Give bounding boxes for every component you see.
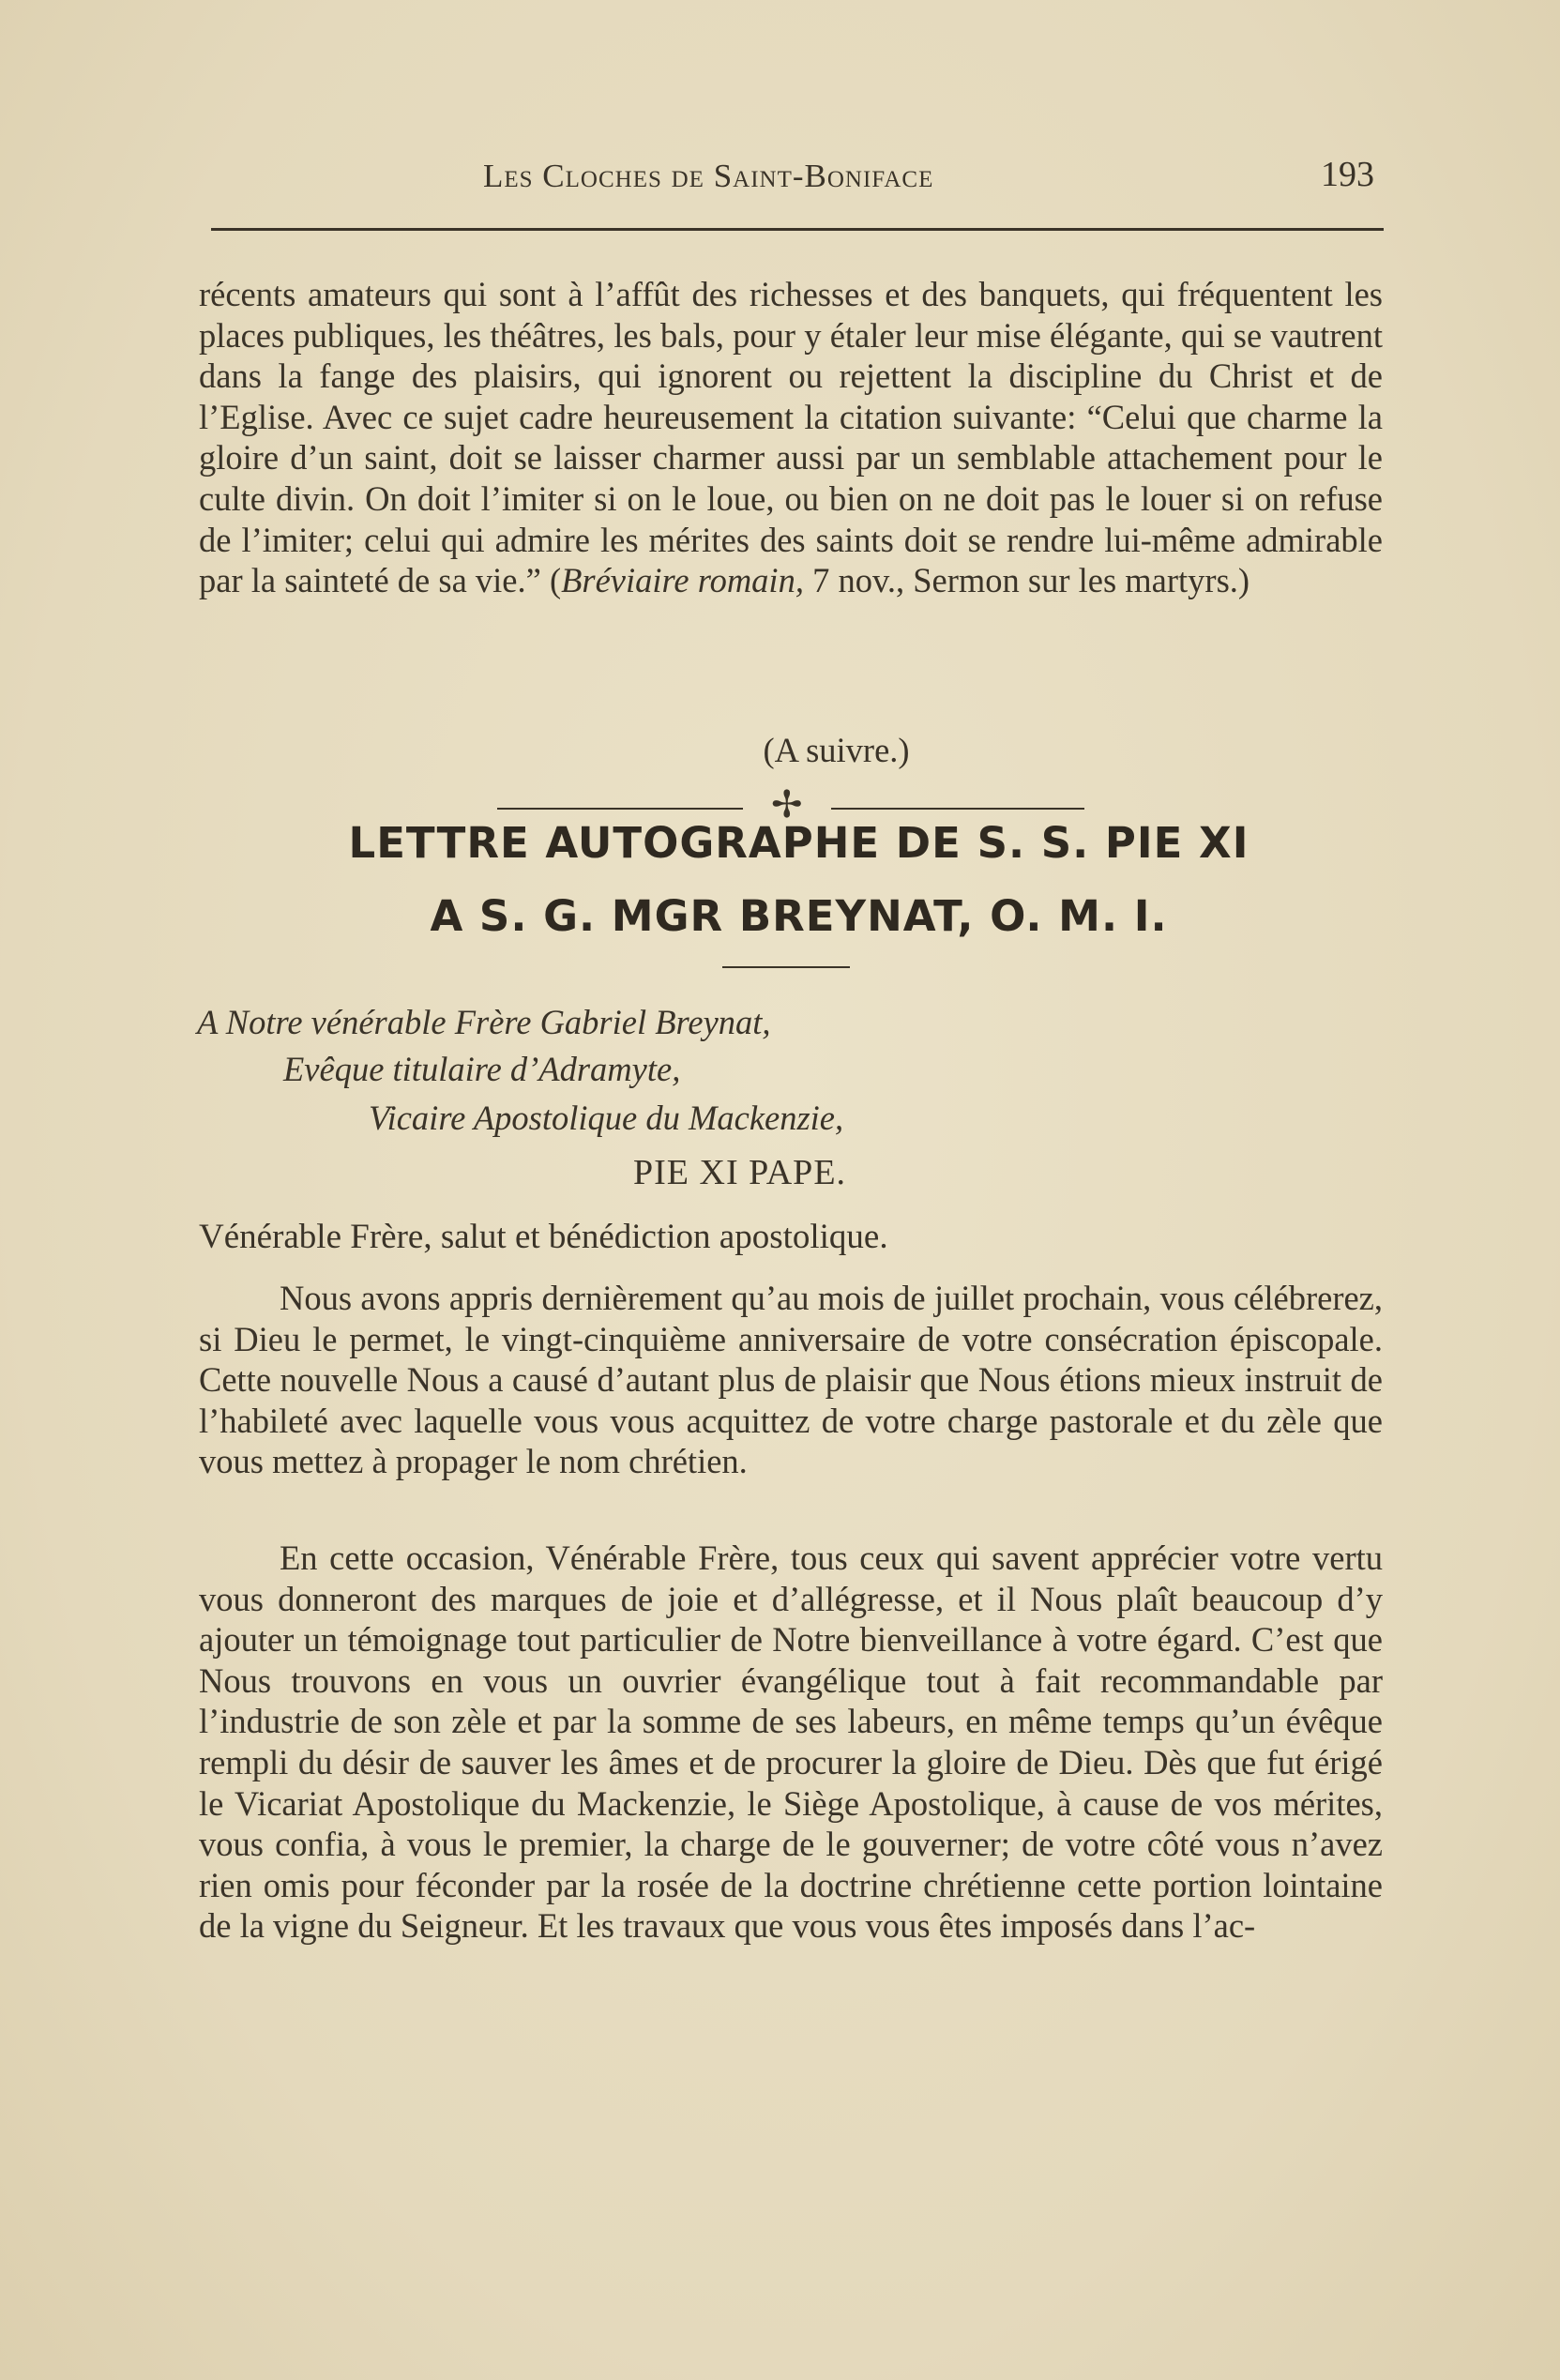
body-paragraph-text: Nous avons appris dernièrement qu’au mois de juillet prochain, vous célébrerez, si Dieu le permet, le vingt-cinquième anniversaire de votre consécration épiscopale. Cette nouvelle Nous a causé d’autant plus de plaisir que Nous étions mieux instruit de l’habileté avec laquelle vous vous acquittez de votre charge pastorale et du zèle que vous mettez à propager le nom chrétien. bbox=[199, 1279, 1383, 1481]
title-rule bbox=[722, 966, 850, 968]
address-line: A Notre vénérable Frère Gabriel Breynat, bbox=[197, 1003, 771, 1041]
salutation: Vénérable Frère, salut et bénédiction apostolique. bbox=[199, 1218, 888, 1256]
cross-icon: ✢ bbox=[771, 783, 803, 826]
header-rule bbox=[211, 228, 1384, 231]
section-separator bbox=[497, 783, 1084, 826]
body-paragraph bbox=[199, 1538, 1383, 1947]
body-paragraph bbox=[199, 1278, 1383, 1482]
article-title-line-2: A S. G. MGR BREYNAT, O. M. I. bbox=[430, 891, 1168, 941]
article-title-line-1: LETTRE AUTOGRAPHE DE S. S. PIE XI bbox=[348, 818, 1250, 868]
sender: PIE XI PAPE. bbox=[633, 1153, 847, 1192]
body-paragraph-text: En cette occasion, Vénérable Frère, tous ceux qui savent apprécier votre vertu vous donneront des marques de joie et d’allégresse, et il Nous plaît beaucoup d’y ajouter un témoignage tout particulier de Notre bienveillance à votre égard. C’est que Nous trouvons en vous un ouvrier évangélique tout à fait recommandable par l’industrie de son zèle et par la somme de ses labeurs, en même temps qu’un évêque rempli du désir de sauver les âmes et de procurer la gloire de Dieu. Dès que fut érigé le Vicariat Apostolique du Mackenzie, le Siège Apostolique, à cause de vos mérites, vous confia, à vous le premier, la charge de le gouverner; de votre côté vous n’avez rien omis pour féconder par la rosée de la doctrine chrétienne cette portion lointaine de la vigne du Seigneur. Et les travaux que vous vous êtes imposés dans l’ac- bbox=[199, 1539, 1383, 1946]
page-number: 193 bbox=[1321, 155, 1374, 194]
running-title: Les Cloches de Saint-Boniface bbox=[483, 158, 934, 194]
intro-citation-end: 7 nov., Sermon sur les martyrs.) bbox=[803, 561, 1250, 600]
to-be-continued: (A suivre.) bbox=[763, 731, 910, 769]
separator-line-right bbox=[831, 808, 1084, 810]
intro-citation-title: Bréviaire romain, bbox=[561, 561, 804, 600]
intro-text: récents amateurs qui sont à l’affût des richesses et des banquets, qui fréquentent les places publiques, les théâtres, les bals, pour y étaler leur mise élégante, qui se vautrent dans la fange des plaisirs, qui ignorent ou rejettent la discipline du Christ et de l’Eglise. Avec ce sujet cadre heureusement la citation suivante: “Celui que charme la gloire d’un saint, doit se laisser charmer aussi par un semblable attachement pour le culte divin. On doit l’imiter si on le loue, ou bien on ne doit pas le louer si on refuse de l’imiter; celui qui admire les mérites des saints doit se rendre lui-même admirable par la sainteté de sa vie.” ( bbox=[199, 275, 1383, 600]
separator-line-left bbox=[497, 808, 743, 810]
intro-paragraph bbox=[199, 274, 1383, 601]
address-line: Evêque titulaire d’Adramyte, bbox=[283, 1050, 681, 1088]
address-line: Vicaire Apostolique du Mackenzie, bbox=[369, 1099, 844, 1137]
